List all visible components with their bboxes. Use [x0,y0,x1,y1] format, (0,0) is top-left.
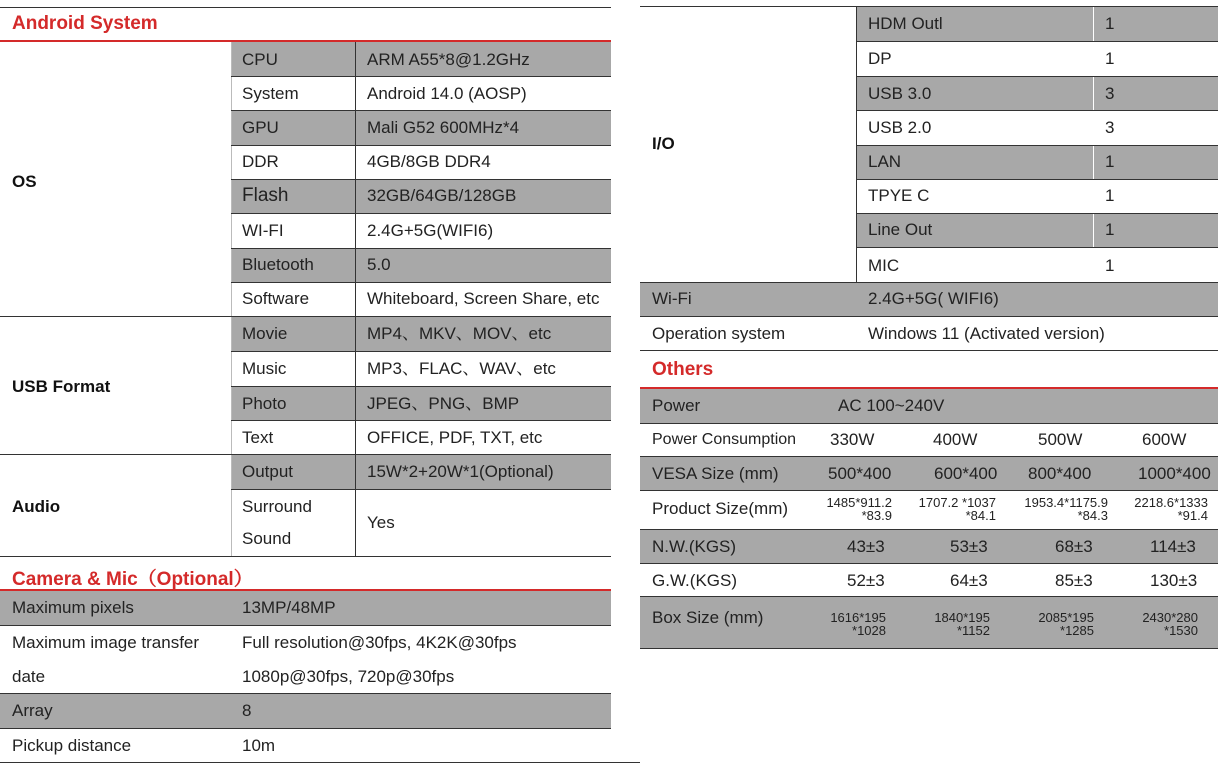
column-divider [355,42,356,556]
section-title-camera: Camera & Mic（Optional） [12,569,253,590]
row-line [0,625,611,626]
spec-value: 330W [830,430,875,449]
group-line [0,316,611,317]
spec-value: 2.4G+5G( WIFI6) [868,289,999,308]
spec-value: 1 [1105,186,1115,205]
row-line [231,248,611,249]
spec-value: 600*400 [934,464,998,483]
spec-value: Mali G52 600MHz*4 [367,118,520,137]
spec-value: 1 [1105,220,1115,239]
product-size-value: 1953.4*1175.9 *84.3 [1024,495,1108,523]
spec-label: G.W.(KGS) [652,571,737,590]
row-line [856,179,1218,180]
top-rule [0,7,611,8]
spec-label: LAN [868,152,902,171]
product-size-value: 1485*911.2 *83.9 [826,495,892,523]
spec-label: MIC [868,256,900,275]
group-line [0,556,611,557]
row-line [231,145,611,146]
spec-label: Movie [242,324,288,343]
row-line [231,386,611,387]
spec-value: 500*400 [828,464,892,483]
spec-label: CPU [242,50,278,69]
row-shade [0,694,611,728]
spec-value: Full resolution@30fps, 4K2K@30fps [242,633,517,652]
spec-value: 52±3 [847,571,885,590]
spec-value: Windows 11 (Activated version) [868,324,1105,343]
spec-label: Operation system [652,324,786,343]
row-line [231,351,611,352]
column-divider [231,42,232,556]
spec-label: Wi-Fi [652,289,692,308]
group-line [0,454,611,455]
spec-label: N.W.(KGS) [652,537,737,556]
section-title-others: Others [652,359,714,380]
row-line [231,76,611,77]
spec-label: DDR [242,152,279,171]
group-line [640,282,1218,283]
spec-label: Maximum image transfer [12,633,200,652]
row-line [231,110,611,111]
row-line [640,563,1218,564]
spec-value: 400W [933,430,978,449]
box-size-value: 2085*195 *1285 [1038,610,1094,638]
spec-label: USB 2.0 [868,118,932,137]
spec-label: Text [242,428,274,447]
group-label-io: I/O [652,134,675,153]
spec-label: Bluetooth [242,255,314,274]
spec-label: USB 3.0 [868,84,932,103]
bottom-rule [640,648,1218,649]
group-label-usb: USB Format [12,377,111,396]
spec-value: 600W [1142,430,1187,449]
spec-value: 68±3 [1055,537,1093,556]
spec-value: 85±3 [1055,571,1093,590]
spec-label: Music [242,359,287,378]
row-line [231,213,611,214]
section-rule [0,40,611,42]
spec-value: 1080p@30fps, 720p@30fps [242,667,455,686]
spec-value: Whiteboard, Screen Share, etc [367,289,600,308]
row-line [856,110,1218,111]
product-size-value: 2218.6*1333 *91.4 [1134,495,1208,523]
spec-label: Array [12,701,53,720]
spec-value: 114±3 [1150,537,1196,556]
row-line [231,489,611,490]
spec-value: Yes [367,513,395,532]
spec-value: 5.0 [367,255,391,274]
spec-value: 3 [1105,84,1115,103]
spec-value: 32GB/64GB/128GB [367,186,517,205]
spec-value: 8 [242,701,252,720]
spec-label: Line Out [868,220,933,239]
spec-value: ARM A55*8@1.2GHz [367,50,530,69]
spec-value: JPEG、PNG、BMP [367,394,520,413]
row-line [640,350,1218,351]
spec-value: 1 [1105,152,1115,171]
box-size-value: 1616*195 *1028 [830,610,886,638]
spec-label: TPYE C [868,186,930,205]
spec-label: Box Size (mm) [652,608,764,627]
spec-label: date [12,667,46,686]
spec-value: 4GB/8GB DDR4 [367,152,491,171]
spec-value: 15W*2+20W*1(Optional) [367,462,554,481]
spec-value: OFFICE, PDF, TXT, etc [367,428,543,447]
spec-label: Output [242,462,294,481]
spec-label: GPU [242,118,279,137]
spec-label: Software [242,289,310,308]
row-line [231,420,611,421]
spec-value: 1 [1105,49,1115,68]
row-line [856,247,1218,248]
spec-label: Flash [242,185,289,206]
spec-label: Surround [242,497,312,516]
spec-label: Pickup distance [12,736,132,755]
spec-value: 130±3 [1150,571,1198,590]
row-line [231,282,611,283]
section-title-android: Android System [12,13,158,34]
spec-value: 53±3 [950,537,988,556]
spec-value: 500W [1038,430,1083,449]
row-line [231,179,611,180]
spec-value: 64±3 [950,571,988,590]
group-label-audio: Audio [12,497,61,516]
row-line [0,693,611,694]
spec-label: Product Size(mm) [652,499,789,518]
section-rule [640,387,1218,389]
row-line [856,213,1218,214]
row-line [640,490,1218,491]
spec-value: 13MP/48MP [242,598,336,617]
group-label-os: OS [12,172,37,191]
spec-label: Maximum pixels [12,598,134,617]
spec-label: Photo [242,394,287,413]
row-line [856,41,1218,42]
spec-value: 3 [1105,118,1115,137]
spec-value: 1 [1105,256,1115,275]
row-line [856,76,1218,77]
row-line [640,456,1218,457]
spec-value: 10m [242,736,276,755]
top-rule [640,6,1218,7]
spec-value: AC 100~240V [838,396,945,415]
box-size-value: 2430*280 *1530 [1142,610,1198,638]
product-size-value: 1707.2 *1037 *84.1 [918,495,996,523]
box-size-value: 1840*195 *1152 [934,610,990,638]
row-line [0,728,611,729]
spec-label: WI-FI [242,221,284,240]
spec-label: VESA Size (mm) [652,464,779,483]
row-shade [856,145,1218,179]
row-line [640,596,1218,597]
spec-value: 43±3 [847,537,885,556]
row-line [640,316,1218,317]
spec-value: MP3、FLAC、WAV、etc [367,359,556,378]
spec-value: Android 14.0 (AOSP) [367,84,527,103]
spec-value: 1 [1105,14,1115,33]
spec-label: DP [868,49,892,68]
row-line [856,145,1218,146]
row-line [640,529,1218,530]
spec-label: Power [652,396,701,415]
spec-value: 800*400 [1028,464,1092,483]
row-line [640,423,1218,424]
spec-label: Sound [242,529,292,548]
spec-label: HDM Outl [868,14,943,33]
spec-value: 2.4G+5G(WIFI6) [367,221,494,240]
spec-label: System [242,84,299,103]
bottom-rule [0,762,640,763]
spec-label: Power Consumption [652,431,797,448]
spec-value: 1000*400 [1138,464,1211,483]
spec-value: MP4、MKV、MOV、etc [367,324,552,343]
